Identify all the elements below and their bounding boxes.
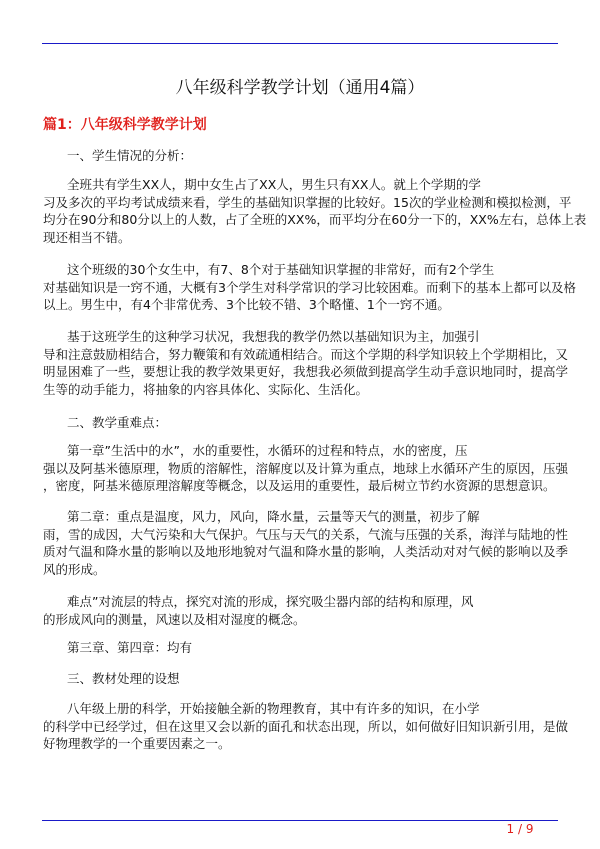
- paragraph: [43, 442, 569, 495]
- paragraph-line: 全班共有学生XX人，期中女生占了XX人，男生只有XX人。就上个学期的学: [67, 177, 481, 192]
- paragraph-line: 导和注意鼓励相结合，努力鞭策和有效疏通相结合。而这个学期的科学知识较上个学期相比，又: [43, 346, 569, 362]
- heading-text: 第三章、第四章：均有: [67, 640, 193, 655]
- paragraph: [43, 176, 587, 246]
- section-heading: [43, 670, 555, 688]
- section-heading: [43, 147, 555, 165]
- heading-text: 一、学生情况的分析：: [67, 148, 193, 163]
- paragraph-line: 质对气温和降水量的影响以及地形地貌对气温和降水量的影响，人类活动对对气候的影响以及季: [43, 544, 569, 559]
- paragraph-line: 第二章：重点是温度，风力，风向，降水量，云量等天气的测量，初步了解: [67, 509, 480, 524]
- paragraph-line: 的科学中已经学过，但在这里又会以新的面孔和状态出现，所以，如何做好旧知识新引用，是做: [43, 718, 569, 734]
- section-heading: [43, 639, 555, 657]
- paragraph-line: 以上。男生中，有4个非常优秀、3个比较不错、3个略懂、1个一窍不通。: [43, 297, 450, 312]
- paragraph-line: 均分在90分和80分以上的人数，占了全班的XX%，而平均分在60分一下的，XX%左右，总体上表: [43, 212, 587, 227]
- paragraph-line: 第一章”生活中的水”，水的重要性，水循环的过程和特点，水的密度，压: [67, 443, 468, 458]
- paragraph-line: 现还相当不错。: [43, 229, 131, 245]
- paragraph-line: 的形成风向的测量，风速以及相对湿度的概念。: [43, 611, 306, 627]
- header-rule: [42, 43, 558, 44]
- paragraph-line: 明显困难了一些，要想让我的教学效果更好，我想我必须做到提高学生动手意识地同时，提高学: [43, 364, 569, 379]
- paragraph: [43, 328, 569, 398]
- document-title: 八年级科学教学计划（通用4篇）: [175, 78, 425, 98]
- paragraph-line: 风的形成。: [43, 561, 106, 577]
- paragraph-line: 八年级上册的科学，开始接触全新的物理教育，其中有许多的知识，在小学: [67, 701, 480, 716]
- paragraph-line: ，密度，阿基米德原理溶解度等概念，以及运用的重要性，最后树立节约水资源的思想意识。: [43, 478, 556, 493]
- paragraph: [43, 261, 576, 314]
- paragraph-line: 好物理教学的一个重要因素之一。: [43, 736, 231, 751]
- paragraph-line: 基于这班学生的这种学习状况，我想我的教学仍然以基础知识为主，加强引: [67, 329, 480, 344]
- paragraph-line: 生等的动手能力，将抽象的内容具体化、实际化、生活化。: [43, 381, 369, 397]
- paragraph-line: 强以及阿基米德原理，物质的溶解性，溶解度以及计算为重点，地球上水循环产生的原因，压强: [43, 460, 569, 476]
- page-number: 1 / 9: [506, 822, 534, 836]
- heading-text: 三、教材处理的设想: [67, 671, 180, 686]
- paragraph-line: 这个班级的30个女生中，有7、8个对于基础知识掌握的非常好，而有2个学生: [67, 262, 495, 277]
- paragraph: [43, 700, 569, 753]
- paragraph-line: 雨，雪的成因，大气污染和大气保护。气压与天气的关系，气流与压强的关系，海洋与陆地的性: [43, 526, 569, 542]
- paragraph: [43, 593, 555, 628]
- section-heading: [43, 414, 555, 432]
- section-title: 篇1：八年级科学教学计划: [43, 117, 207, 133]
- paragraph-line: 难点”对流层的特点，探究对流的形成，探究吸尘器内部的结构和原理，风: [67, 594, 474, 609]
- paragraph-line: 对基础知识是一窍不通，大概有3个学生对科学常识的学习比较困难。而剩下的基本上都可以及格: [43, 279, 576, 295]
- heading-text: 二、教学重难点：: [67, 415, 168, 430]
- footer-rule: [42, 820, 558, 821]
- paragraph-line: 习及多次的平均考试成绩来看，学生的基础知识掌握的比较好。15次的学业检测和模拟检测，平: [43, 194, 572, 210]
- paragraph: [43, 508, 569, 578]
